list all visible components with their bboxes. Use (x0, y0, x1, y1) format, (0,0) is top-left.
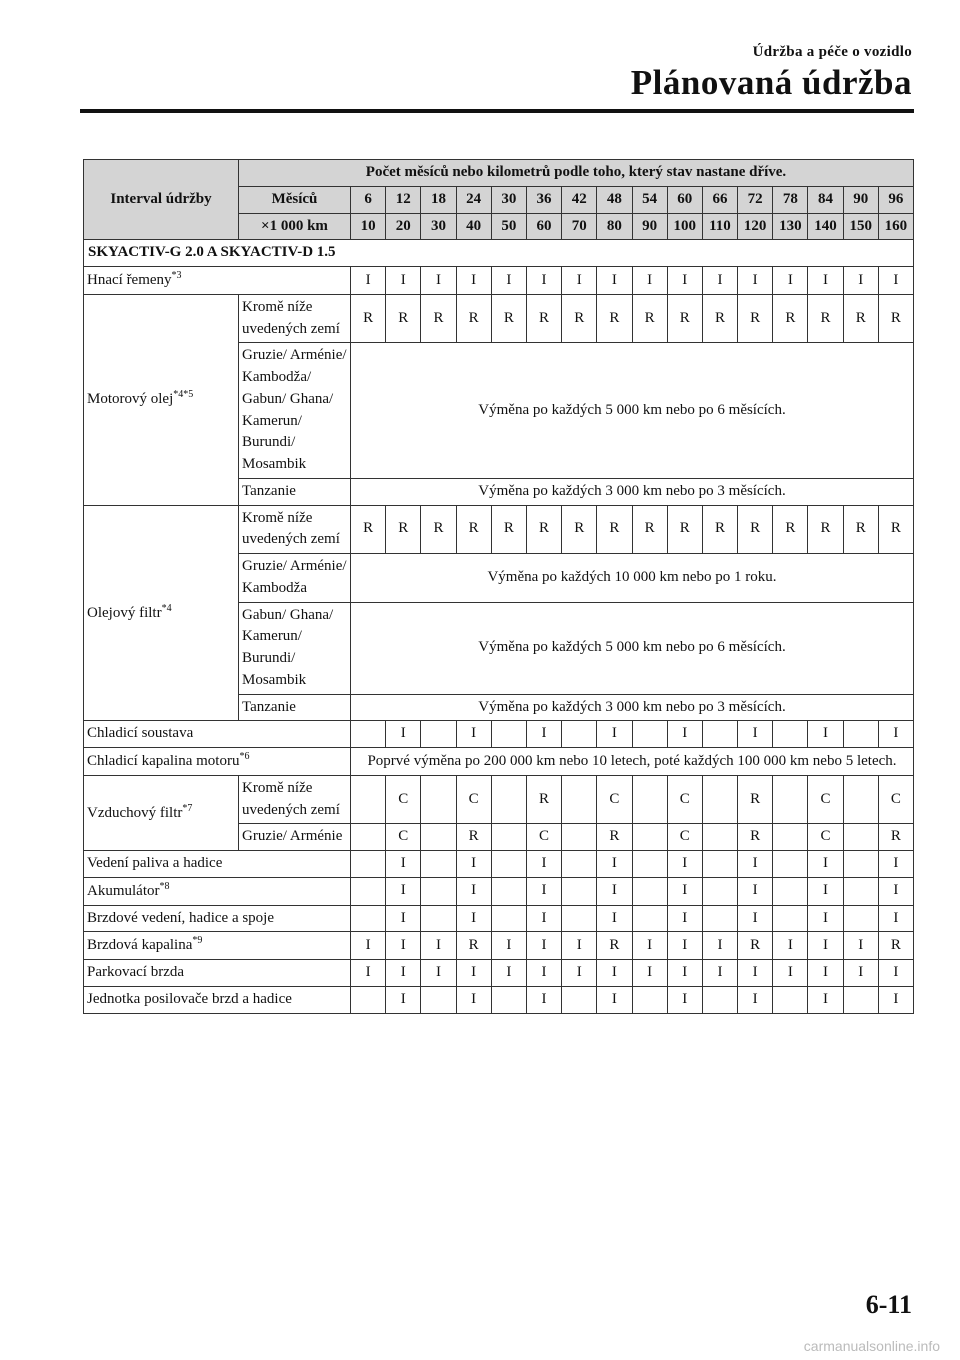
interval-cell: I (456, 960, 491, 987)
km-cell: 40 (456, 213, 491, 240)
interval-text: Výměna po každých 5 000 km nebo po 6 měsících. (351, 602, 914, 694)
interval-cell (351, 986, 386, 1013)
maintenance-table (83, 159, 914, 1014)
interval-cell: I (386, 721, 421, 748)
cooling-system-row (84, 721, 914, 748)
item-name: Chladicí kapalina motoru (87, 753, 240, 769)
interval-cell (491, 851, 526, 878)
interval-cell: R (456, 824, 491, 851)
interval-cell: I (386, 851, 421, 878)
item-name: Jednotka posilovače brzd a hadice (87, 990, 292, 1007)
km-cell: 90 (632, 213, 667, 240)
interval-cell: R (597, 824, 632, 851)
interval-cell (702, 721, 737, 748)
interval-label: Interval údržby (84, 160, 239, 240)
km-cell: 60 (526, 213, 561, 240)
interval-cell: R (738, 932, 773, 960)
interval-cell (773, 905, 808, 932)
interval-cell: I (773, 932, 808, 960)
header-row-top (84, 160, 914, 187)
item-name: Brzdové vedení, hadice a spoje (87, 909, 275, 926)
interval-cell: I (562, 960, 597, 987)
interval-cell (351, 877, 386, 905)
km-cell: 110 (702, 213, 737, 240)
header-rule (80, 109, 914, 113)
month-cell: 72 (738, 186, 773, 213)
interval-cell (773, 877, 808, 905)
interval-cell (562, 877, 597, 905)
coolant-row (84, 748, 914, 776)
interval-cell: I (878, 267, 913, 295)
month-cell: 96 (878, 186, 913, 213)
interval-cell: I (878, 905, 913, 932)
interval-cell (702, 851, 737, 878)
month-cell: 42 (562, 186, 597, 213)
region-cell: Kromě níže uvedených zemí (239, 505, 351, 554)
interval-cell: R (562, 505, 597, 554)
item-name: Parkovací brzda (87, 964, 185, 980)
interval-cell: I (386, 905, 421, 932)
interval-cell: I (386, 267, 421, 295)
interval-cell: I (386, 932, 421, 960)
interval-text: Výměna po každých 3 000 km nebo po 3 měsících. (351, 694, 914, 721)
item-label (84, 986, 351, 1013)
interval-cell: I (597, 267, 632, 295)
fuel-lines-row (84, 851, 914, 878)
interval-cell: I (456, 986, 491, 1013)
footnote-ref: *8 (159, 880, 170, 892)
interval-cell (702, 877, 737, 905)
interval-cell (421, 986, 456, 1013)
footnote-ref: *4*5 (173, 389, 194, 401)
interval-cell: I (808, 851, 843, 878)
interval-text: Výměna po každých 3 000 km nebo po 3 měsících. (351, 478, 914, 505)
interval-cell: I (456, 267, 491, 295)
interval-cell (773, 721, 808, 748)
interval-cell: R (738, 294, 773, 343)
km-cell: 80 (597, 213, 632, 240)
month-cell: 84 (808, 186, 843, 213)
interval-cell: R (562, 294, 597, 343)
interval-cell (421, 775, 456, 824)
interval-cell (843, 824, 878, 851)
item-name: Chladicí soustava (87, 725, 194, 742)
region-cell: Tanzanie (239, 694, 351, 721)
drive-belt-row (84, 267, 914, 295)
interval-cell: R (667, 505, 702, 554)
item-name: Vzduchový filtr (87, 804, 183, 821)
item-label (84, 851, 351, 878)
month-cell: 12 (386, 186, 421, 213)
interval-cell: I (738, 267, 773, 295)
month-cell: 60 (667, 186, 702, 213)
item-label (84, 748, 351, 776)
interval-cell (632, 721, 667, 748)
month-cell: 66 (702, 186, 737, 213)
interval-cell: C (667, 824, 702, 851)
interval-cell: I (526, 986, 561, 1013)
interval-cell: I (597, 721, 632, 748)
km-cell: 130 (773, 213, 808, 240)
interval-cell: I (843, 932, 878, 960)
month-cell: 30 (491, 186, 526, 213)
km-cell: 30 (421, 213, 456, 240)
interval-cell: R (421, 294, 456, 343)
item-label (84, 721, 351, 748)
interval-cell: R (386, 505, 421, 554)
interval-cell: I (878, 960, 913, 987)
interval-cell (421, 851, 456, 878)
interval-cell: R (491, 505, 526, 554)
item-label (84, 960, 351, 987)
km-cell: 120 (738, 213, 773, 240)
month-cell: 90 (843, 186, 878, 213)
interval-cell (351, 721, 386, 748)
footnote-ref: *3 (171, 270, 182, 281)
km-cell: 100 (667, 213, 702, 240)
oil-filter-row (84, 505, 914, 554)
interval-cell: I (491, 932, 526, 960)
interval-cell: I (667, 986, 702, 1013)
interval-cell: I (702, 960, 737, 987)
interval-cell (773, 851, 808, 878)
section-label: SKYACTIV-G 2.0 A SKYACTIV-D 1.5 (84, 240, 914, 267)
item-label (84, 905, 351, 932)
interval-cell: I (667, 905, 702, 932)
item-name: Hnací řemeny (87, 272, 172, 288)
interval-cell (421, 721, 456, 748)
item-label (84, 877, 351, 905)
item-name: Olejový filtr (87, 604, 162, 621)
interval-cell: R (667, 294, 702, 343)
item-name: Vedení paliva a hadice (87, 855, 223, 871)
interval-cell: I (421, 932, 456, 960)
km-cell: 10 (351, 213, 386, 240)
interval-cell: R (421, 505, 456, 554)
section-row (84, 240, 914, 267)
interval-cell: R (597, 294, 632, 343)
interval-cell: R (456, 294, 491, 343)
interval-cell: R (491, 294, 526, 343)
interval-cell: I (808, 267, 843, 295)
interval-cell: I (808, 721, 843, 748)
section-title: Údržba a péče o vozidlo (752, 44, 912, 60)
interval-cell: I (456, 721, 491, 748)
interval-cell: R (738, 505, 773, 554)
interval-cell: R (738, 775, 773, 824)
interval-cell (491, 775, 526, 824)
interval-cell (421, 824, 456, 851)
item-name: Akumulátor (87, 882, 160, 899)
interval-cell: I (526, 877, 561, 905)
interval-cell: I (632, 932, 667, 960)
interval-cell (702, 986, 737, 1013)
item-label (84, 267, 351, 295)
interval-cell: I (738, 877, 773, 905)
interval-cell (351, 775, 386, 824)
interval-text: Výměna po každých 10 000 km nebo po 1 roku. (351, 554, 914, 603)
interval-cell (702, 905, 737, 932)
interval-cell: R (843, 505, 878, 554)
region-cell: Kromě níže uvedených zemí (239, 294, 351, 343)
km-cell: 20 (386, 213, 421, 240)
item-label (84, 775, 239, 850)
interval-cell: I (808, 960, 843, 987)
interval-cell (632, 986, 667, 1013)
interval-cell (421, 877, 456, 905)
interval-cell (702, 824, 737, 851)
km-cell: 70 (562, 213, 597, 240)
interval-cell: R (386, 294, 421, 343)
interval-cell (632, 905, 667, 932)
interval-cell: C (878, 775, 913, 824)
interval-cell (562, 775, 597, 824)
interval-cell (351, 905, 386, 932)
footnote-ref: *4 (161, 602, 172, 614)
interval-cell: I (843, 960, 878, 987)
item-label (84, 505, 239, 721)
footnote-ref: *9 (192, 935, 203, 947)
interval-cell: I (667, 877, 702, 905)
interval-cell: R (597, 505, 632, 554)
interval-cell: R (878, 932, 913, 960)
interval-cell (843, 905, 878, 932)
interval-cell: I (562, 267, 597, 295)
interval-cell (491, 721, 526, 748)
interval-cell (843, 851, 878, 878)
interval-cell: C (808, 775, 843, 824)
interval-cell: R (526, 775, 561, 824)
month-cell: 18 (421, 186, 456, 213)
interval-cell (632, 824, 667, 851)
interval-cell: I (386, 986, 421, 1013)
page-title: Plánovaná údržba (630, 63, 912, 102)
interval-cell: I (386, 877, 421, 905)
interval-cell: I (351, 932, 386, 960)
interval-cell: C (808, 824, 843, 851)
interval-cell: R (526, 505, 561, 554)
interval-cell: R (702, 294, 737, 343)
interval-cell: C (386, 775, 421, 824)
interval-cell (773, 986, 808, 1013)
interval-cell (562, 824, 597, 851)
interval-cell: I (421, 267, 456, 295)
interval-cell: I (421, 960, 456, 987)
interval-cell: I (738, 851, 773, 878)
interval-cell (702, 775, 737, 824)
interval-cell (351, 851, 386, 878)
interval-cell: R (351, 505, 386, 554)
interval-cell: I (878, 851, 913, 878)
interval-cell: I (738, 986, 773, 1013)
interval-cell: I (808, 877, 843, 905)
interval-cell (562, 721, 597, 748)
month-cell: 78 (773, 186, 808, 213)
engine-oil-row (84, 294, 914, 343)
interval-cell: I (667, 851, 702, 878)
interval-cell: I (667, 960, 702, 987)
interval-cell: R (351, 294, 386, 343)
interval-cell (562, 851, 597, 878)
interval-cell (632, 851, 667, 878)
interval-cell: R (597, 932, 632, 960)
interval-cell: R (632, 505, 667, 554)
interval-cell: I (702, 932, 737, 960)
item-label (84, 294, 239, 505)
region-cell: Gruzie/ Arménie/ Kambodža/ Gabun/ Ghana/ Kamerun/ Burundi/ Mosambik (239, 343, 351, 479)
interval-cell: I (351, 267, 386, 295)
interval-cell: I (456, 851, 491, 878)
item-name: Brzdová kapalina (87, 937, 193, 954)
top-header: Počet měsíců nebo kilometrů podle toho, který stav nastane dříve. (239, 160, 914, 187)
interval-cell: R (738, 824, 773, 851)
footnote-ref: *6 (239, 751, 250, 762)
interval-cell: I (738, 905, 773, 932)
interval-cell (491, 905, 526, 932)
interval-cell: I (456, 905, 491, 932)
interval-cell: I (702, 267, 737, 295)
interval-cell (843, 877, 878, 905)
interval-cell: I (878, 877, 913, 905)
interval-cell (491, 877, 526, 905)
interval-cell: R (843, 294, 878, 343)
interval-cell: I (351, 960, 386, 987)
parking-brake-row (84, 960, 914, 987)
interval-cell (562, 986, 597, 1013)
months-label: Měsíců (239, 186, 351, 213)
interval-cell: R (878, 294, 913, 343)
interval-cell: I (843, 267, 878, 295)
interval-cell: I (667, 932, 702, 960)
interval-cell: R (526, 294, 561, 343)
km-cell: 50 (491, 213, 526, 240)
interval-cell: I (456, 877, 491, 905)
interval-cell: I (597, 905, 632, 932)
interval-cell: C (456, 775, 491, 824)
interval-cell: I (808, 986, 843, 1013)
brake-fluid-row (84, 932, 914, 960)
booster-row (84, 986, 914, 1013)
interval-cell: I (597, 851, 632, 878)
interval-cell: I (526, 721, 561, 748)
km-cell: 150 (843, 213, 878, 240)
interval-cell: I (773, 267, 808, 295)
interval-cell: I (597, 877, 632, 905)
interval-cell: I (808, 932, 843, 960)
region-cell: Gabun/ Ghana/ Kamerun/ Burundi/ Mosambik (239, 602, 351, 694)
interval-cell: I (491, 960, 526, 987)
interval-cell: R (878, 505, 913, 554)
interval-cell: I (597, 960, 632, 987)
interval-cell: I (632, 960, 667, 987)
month-cell: 48 (597, 186, 632, 213)
interval-cell (773, 775, 808, 824)
interval-cell: I (526, 960, 561, 987)
interval-cell: I (878, 721, 913, 748)
page-header (631, 44, 912, 103)
interval-cell (632, 775, 667, 824)
km-cell: 160 (878, 213, 913, 240)
interval-cell (773, 824, 808, 851)
interval-cell: R (878, 824, 913, 851)
region-cell: Tanzanie (239, 478, 351, 505)
region-cell: Gruzie/ Arménie/ Kambodža (239, 554, 351, 603)
interval-cell (491, 824, 526, 851)
interval-cell: R (808, 294, 843, 343)
interval-cell: I (738, 721, 773, 748)
interval-cell: I (773, 960, 808, 987)
interval-cell: C (667, 775, 702, 824)
interval-text: Výměna po každých 5 000 km nebo po 6 měsících. (351, 343, 914, 479)
air-filter-row (84, 775, 914, 824)
interval-cell: I (667, 721, 702, 748)
interval-cell (632, 877, 667, 905)
interval-cell: R (702, 505, 737, 554)
interval-cell (421, 905, 456, 932)
item-label (84, 932, 351, 960)
interval-cell: R (808, 505, 843, 554)
interval-cell: C (386, 824, 421, 851)
interval-cell: I (632, 267, 667, 295)
interval-cell: I (808, 905, 843, 932)
page-number: 6-11 (865, 1290, 912, 1319)
region-cell: Kromě níže uvedených zemí (239, 775, 351, 824)
interval-text: Poprvé výměna po 200 000 km nebo 10 letech, poté každých 100 000 km nebo 5 letech. (351, 748, 914, 776)
interval-cell: C (597, 775, 632, 824)
interval-cell: R (632, 294, 667, 343)
interval-cell (843, 775, 878, 824)
interval-cell: I (562, 932, 597, 960)
item-name: Motorový olej (87, 391, 174, 408)
interval-cell (351, 824, 386, 851)
interval-cell (843, 721, 878, 748)
month-cell: 6 (351, 186, 386, 213)
brake-lines-row (84, 905, 914, 932)
month-cell: 54 (632, 186, 667, 213)
km-label: ×1 000 km (239, 213, 351, 240)
interval-cell: I (526, 851, 561, 878)
interval-cell: R (456, 932, 491, 960)
interval-cell: R (456, 505, 491, 554)
region-cell: Gruzie/ Arménie (239, 824, 351, 851)
footnote-ref: *7 (182, 802, 193, 814)
interval-cell: I (526, 267, 561, 295)
interval-cell (491, 986, 526, 1013)
month-cell: 24 (456, 186, 491, 213)
interval-cell: R (773, 294, 808, 343)
interval-cell: I (386, 960, 421, 987)
interval-cell: I (597, 986, 632, 1013)
interval-cell: I (738, 960, 773, 987)
watermark: carmanualsonline.info (803, 1338, 940, 1354)
interval-cell: I (667, 267, 702, 295)
interval-cell: I (526, 932, 561, 960)
interval-cell (843, 986, 878, 1013)
km-cell: 140 (808, 213, 843, 240)
battery-row (84, 877, 914, 905)
interval-cell: I (491, 267, 526, 295)
interval-cell: I (878, 986, 913, 1013)
month-cell: 36 (526, 186, 561, 213)
interval-cell (562, 905, 597, 932)
interval-cell: I (526, 905, 561, 932)
interval-cell: C (526, 824, 561, 851)
interval-cell: R (773, 505, 808, 554)
